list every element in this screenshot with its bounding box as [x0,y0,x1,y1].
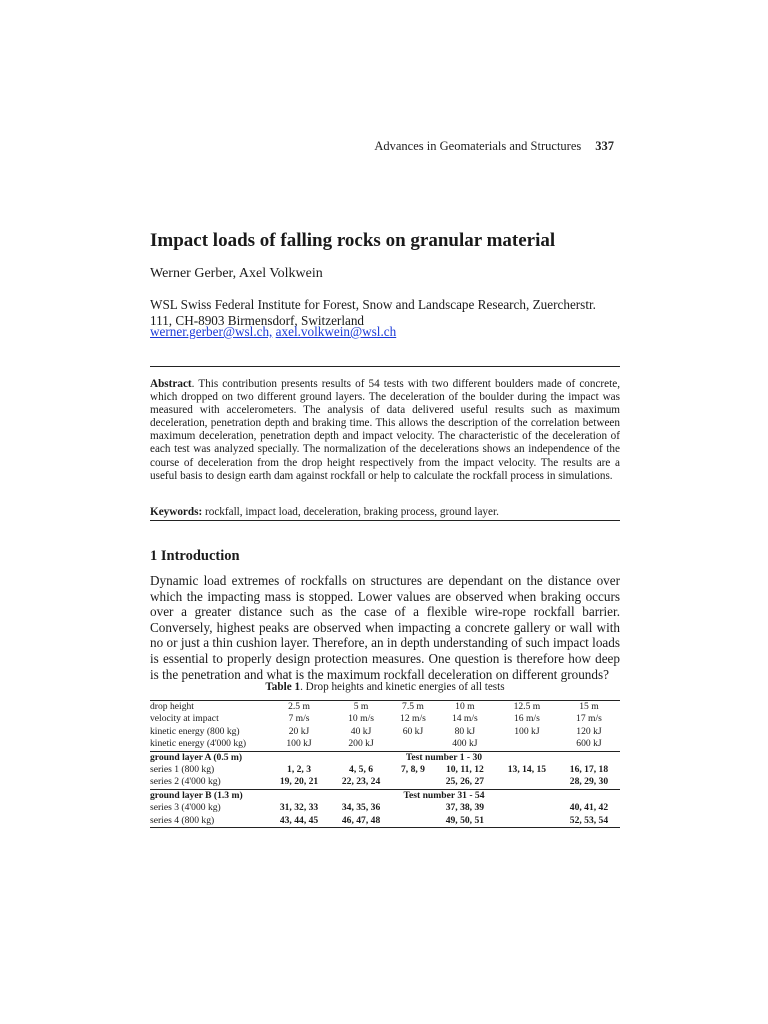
table-row [150,815,620,828]
email-link-gerber[interactable]: werner.gerber@wsl.ch, [150,324,273,339]
table-row [150,738,620,751]
table-cell: 43, 44, 45 [268,815,330,828]
table-cell: 100 kJ [286,738,312,750]
table-cell: 40 kJ [350,725,372,737]
row-label: series 3 (4'000 kg) [150,802,221,814]
table-cell: 10 m/s [348,713,374,725]
table-cell: 12.5 m [496,701,558,714]
section-heading-introduction: 1 Introduction [150,548,240,564]
table-caption [150,681,620,693]
table-cell [392,776,434,789]
section-label: ground layer B (1.3 m) [150,789,268,802]
table-cell: 37, 38, 39 [445,802,485,814]
table-cell: 1, 2, 3 [287,764,311,776]
paper-title: Impact loads of falling rocks on granular material [150,230,556,251]
table-cell: 80 kJ [454,725,476,737]
table-cell [496,738,558,751]
table-cell [496,776,558,789]
table-caption-label: Table 1 [265,681,301,693]
table-cell: 20 kJ [288,725,310,737]
table-cell: 120 kJ [576,725,602,737]
table-row [150,764,620,776]
keywords [150,506,620,518]
section-title: Test number 1 - 30 [268,751,620,764]
drop-heights-table [150,700,620,828]
row-label: velocity at impact [150,713,219,725]
table-cell: 49, 50, 51 [434,815,496,828]
table-cell: 2.5 m [268,701,330,714]
introduction-text: Dynamic load extremes of rockfalls on structures are dependant on the distance over which the impacting mass is stopped. Lower values are observed when braking occurs over a greater distance such as the case of a flexible wire-rope rockfall barrier. Conversely, highest peaks are observed when impacting a concrete gallery or wall with no or just a thin cushion layer. Therefore, an in depth understanding of such impact loads is essential to properly design protection measures. One question is therefore how deep is the penetration and what is the maximum rockfall deceleration on different grounds? [150,573,620,682]
table-cell [392,815,434,828]
section-title: Test number 31 - 54 [268,789,620,802]
table-cell: 25, 26, 27 [445,776,485,788]
table-row [150,802,620,814]
table-row [150,726,620,738]
table-cell: 400 kJ [452,738,478,750]
table-cell: 600 kJ [576,738,602,750]
table-row [150,713,620,725]
row-label: series 4 (800 kg) [150,815,268,828]
table-cell: 10 m [434,701,496,714]
table-cell: 12 m/s [400,713,426,725]
abstract [150,378,620,483]
table-section-row [150,789,620,802]
table-cell: 22, 23, 24 [341,776,381,788]
table-cell: 15 m [558,701,620,714]
table-cell: 19, 20, 21 [279,776,319,788]
table-row [150,776,620,789]
table-cell [496,815,558,828]
table-cell: 7, 8, 9 [400,764,425,776]
author-emails [150,324,396,340]
table-cell: 31, 32, 33 [279,802,319,814]
row-label: kinetic energy (4'000 kg) [150,738,247,750]
authors: Werner Gerber, Axel Volkwein [150,266,323,281]
row-label: series 2 (4'000 kg) [150,776,221,788]
affiliation: WSL Swiss Federal Institute for Forest, Snow and Landscape Research, Zuercherstr. 111, CH-8903 Birmensdorf, Switzerland [150,297,596,328]
table-cell: 10, 11, 12 [445,764,484,776]
section-label: ground layer A (0.5 m) [150,751,268,764]
table-cell: 16, 17, 18 [569,764,609,776]
table-cell: 40, 41, 42 [569,802,609,814]
row-label: kinetic energy (800 kg) [150,725,240,737]
table-section-row [150,751,620,764]
table-cell: 28, 29, 30 [569,776,609,788]
table-cell: 17 m/s [576,713,602,725]
table-cell [392,802,434,814]
table-cell: 52, 53, 54 [558,815,620,828]
row-label: drop height [150,701,268,714]
table-cell: 46, 47, 48 [330,815,392,828]
table-cell: 34, 35, 36 [341,802,381,814]
table-cell: 14 m/s [451,713,478,725]
keywords-text: rockfall, impact load, deceleration, braking process, ground layer. [202,506,499,518]
email-link-volkwein[interactable]: axel.volkwein@wsl.ch [275,324,397,339]
table-cell: 13, 14, 15 [507,764,547,776]
journal-name: Advances in Geomaterials and Structures [374,139,582,153]
table-cell: 100 kJ [514,725,540,737]
row-label: series 1 (800 kg) [150,764,215,776]
table-cell: 60 kJ [402,725,424,737]
divider-top [150,366,620,367]
table-cell: 16 m/s [513,713,540,725]
abstract-label: Abstract [150,378,192,390]
table-cell: 7 m/s [288,713,310,725]
table-row [150,701,620,714]
table-cell: 4, 5, 6 [349,764,374,776]
abstract-text: . This contribution presents results of 54 tests with two different boulders made of concrete, which dropped on two different ground layers. The deceleration of the boulder during the impact was measured with accelerometers. The analysis of data delivered useful results such as maximum deceleration, penetration depth and braking time. This allows the description of the correlation between maximum deceleration, penetration depth and impact velocity. The characteristic of the deceleration of each test was analyzed specially. The normalization of the decelerations shows an independence of the course of deceleration from the drop height respectively from the impact velocity. The results are a useful basis to design earth dam against rockfall or help to calculate the rockfall process in simulations. [150,378,620,482]
table-caption-text: . Drop heights and kinetic energies of all tests [300,681,505,693]
keywords-label: Keywords: [150,506,203,518]
running-head [150,139,614,154]
table-cell [392,738,434,751]
table-cell: 7.5 m [392,701,434,714]
divider-bottom [150,520,620,521]
table-cell: 200 kJ [348,738,374,750]
page-number: 337 [595,139,614,153]
table-cell: 5 m [330,701,392,714]
table-cell [496,802,558,814]
